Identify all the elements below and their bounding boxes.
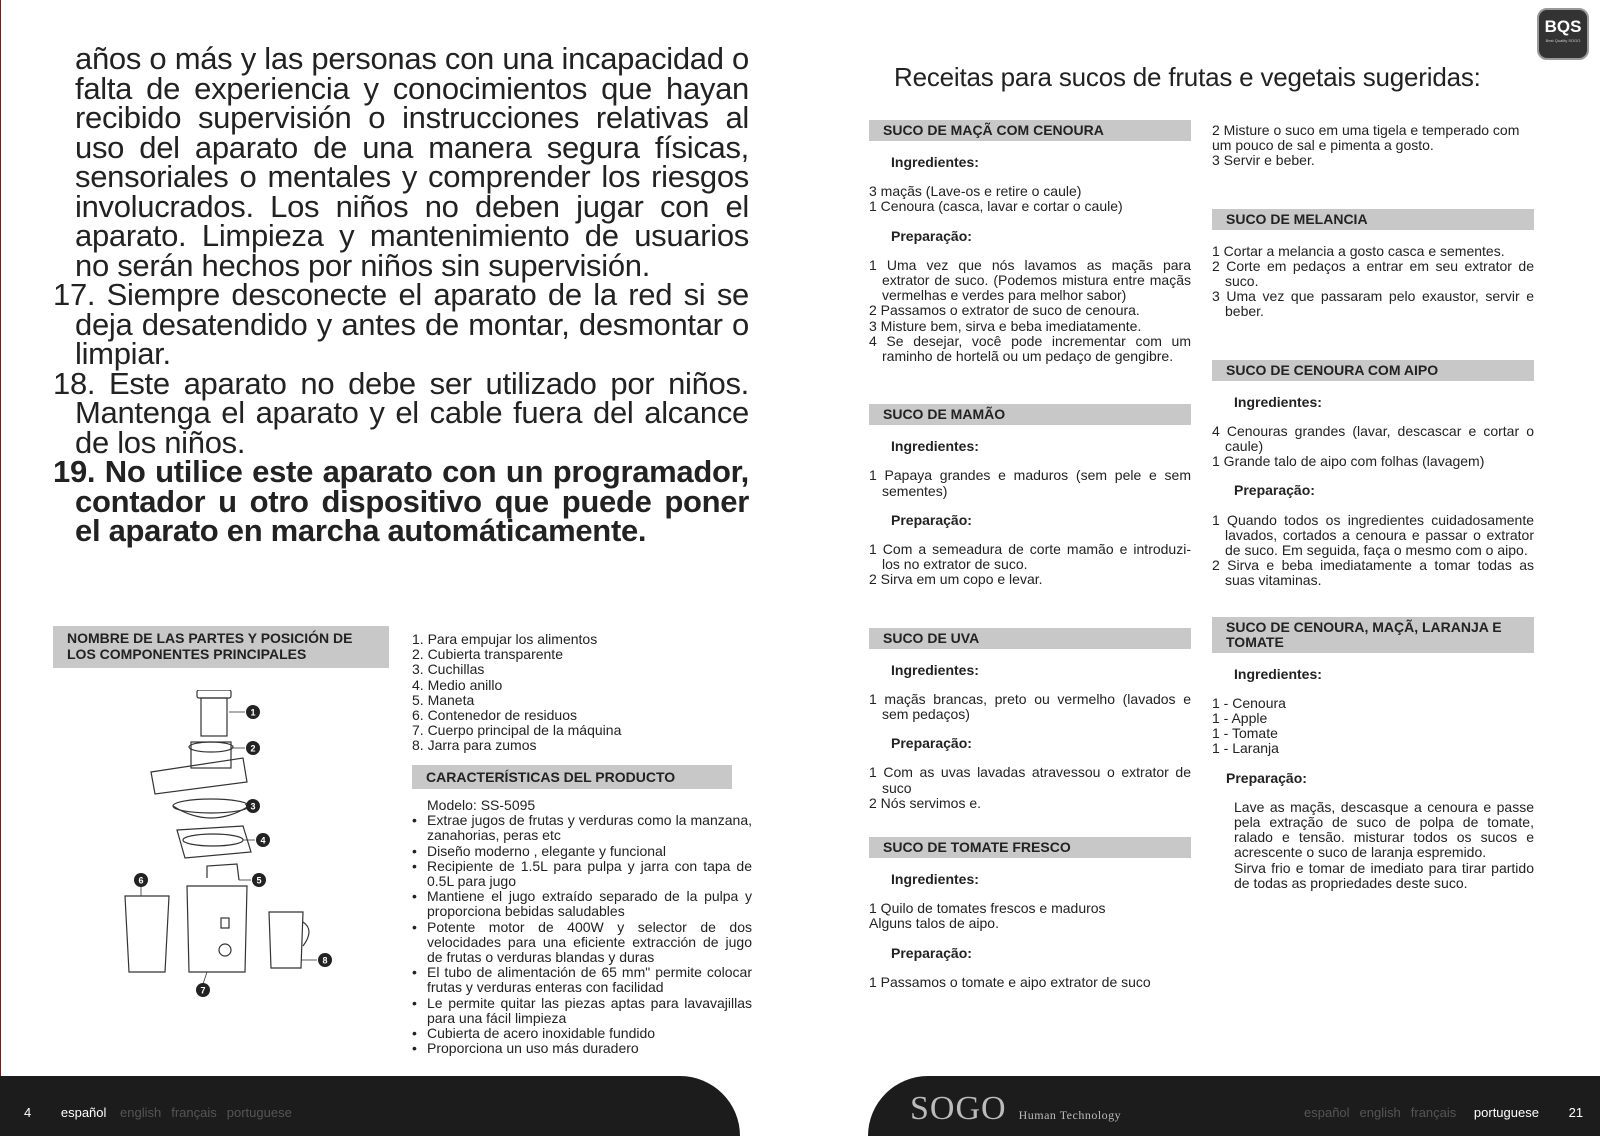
lang-active: portuguese [1473,1105,1539,1120]
ingredients-label: Ingredientes: [1234,665,1322,682]
recipe-melancia [1212,209,1534,320]
part-item: 7. Cuerpo principal de la máquina [412,722,622,739]
ingredient-list [869,692,1191,722]
feature-item: • Diseño moderno , elegante y funcional [412,844,752,859]
lang-option: français [171,1105,217,1120]
step-list [869,765,1191,811]
list-line: Alguns talos de aipo. [869,915,999,932]
recipe-title: SUCO DE MAMÃO [869,404,1191,425]
list-line: 2 Misture o suco em uma tigela e temperado com um pouco de sal e pimenta a gosto. [1212,122,1520,154]
sogo-logo [910,1090,1121,1128]
step-list [869,258,1191,364]
part-item: 3. Cuchillas [412,661,485,678]
list-line: 4 Se desejar, você pode incrementar com um raminho de hortelã ou um pedaço de gengibre. [869,332,1191,365]
lang-option: portuguese [226,1105,292,1120]
list-line: 1 Com as uvas lavadas atravessou o extrator de suco [869,764,1191,796]
part-item: 5. Maneta [412,691,475,708]
part-item: 4. Medio anillo [412,676,503,693]
warning-item-19: 19. No utilice este aparato con un programador, contador u otro dispositivo que puede poner el aparato en marcha automáticamente. [53,454,749,548]
feature-item: • Recipiente de 1.5L para pulpa y jarra con tapa de 0.5L para jugo [412,859,752,889]
callout-number: 2 [250,743,256,754]
recipe-title: SUCO DE UVA [869,628,1191,649]
parts-header: NOMBRE DE LAS PARTES Y POSICIÓN DE LOS COMPONENTES PRINCIPALES [53,626,389,668]
feature-item: • El tubo de alimentación de 65 mm" permite colocar frutas y verduras enteras con facilidad [412,965,752,995]
recipe-title: SUCO DE TOMATE FRESCO [869,837,1191,858]
ingredient-list [869,468,1191,498]
list-line: 1 - Apple [1212,710,1268,727]
list-line: 1 Grande talo de aipo com folhas (lavagem) [1212,453,1485,470]
list-line: 1 maçãs brancas, preto ou vermelho (lavados e sem pedaços) [869,690,1191,723]
safety-warnings [53,41,749,548]
list-line: 1 Com a semeadura de corte mamão e introduzi-los no extrator de suco. [869,541,1191,573]
model-number: Modelo: SS-5095 [427,797,536,813]
recipe-maca-cenoura [869,120,1191,364]
feature-item: • Potente motor de 400W y selector de dos velocidades para una eficiente extracción de jugo de frutas o verduras blandas y duras [412,920,752,966]
list-line: 1 Quando todos os ingredientes cuidadosamente lavados, cortados a cenoura e passar o extrator de suco. Em seguida, faça o mesmo com o aipo. [1212,511,1534,559]
ingredients-label: Ingredientes: [1234,393,1322,410]
ingredient-list [869,901,1191,931]
warning-continuation: años o más y las personas con una incapacidad o falta de experiencia y conocimientos que hayan recibido supervisión o instrucciones relativas al uso del aparato de una manera segura físicas, sensoriales o mentales y comprender los riesgos involucrados. Los niños no deben jugar con el aparato. Limpieza y mantenimiento de usuarios no serán hechos por niños sin supervisión. [75,41,749,283]
preparation-text: Lave as maçãs, descasque a cenoura e passe pela extração de suco de polpa de tomate, ralado e tensão. misturar todos os sucos e acrescente o suco de laranja espremido. [1234,798,1534,861]
callout-number: 3 [250,801,256,812]
preparation-label: Preparação: [1226,769,1307,786]
list-line: 3 Servir e beber. [1212,152,1315,169]
recipe-title: SUCO DE CENOURA COM AIPO [1212,360,1534,381]
lang-option: english [1359,1105,1401,1120]
bqs-badge-subtext: Best Quality SOGO [1545,38,1581,43]
feature-item: • Le permite quitar las piezas aptas para lavavajillas para una fácil limpieza [412,996,752,1026]
list-line: 1 - Cenoura [1212,694,1286,711]
list-line: 1 Cortar a melancia a gosto casca e sementes. [1212,242,1505,259]
preparation-text-2: Sirva frio e tomar de imediato para tirar partido de todas as propriedades deste suco. [1234,859,1534,891]
list-line: 2 Corte em pedaços a entrar em seu extrator de suco. [1212,257,1534,290]
feature-item: • Cubierta de acero inoxidable fundido [412,1026,752,1041]
part-item: 6. Contenedor de residuos [412,707,577,724]
list-line: 1 Cenoura (casca, lavar e cortar o caule) [869,198,1123,215]
callout-number: 1 [250,707,256,718]
bqs-badge-text: BQS [1544,17,1582,36]
recipe-title: SUCO DE MELANCIA [1212,209,1534,230]
lang-option: english [120,1105,162,1120]
ingredient-list [1212,424,1534,470]
list-line: 1 Quilo de tomates frescos e maduros [869,900,1106,917]
list-line: 1 Passamos o tomate e aipo extrator de suco [869,973,1151,990]
feature-item: • Proporciona un uso más duradero [412,1041,752,1056]
page-number: 21 [1568,1105,1584,1120]
recipe-uva [869,628,1191,811]
page-number: 4 [24,1105,32,1120]
recipes-column-2 [1212,123,1534,891]
list-line: 3 Misture bem, sirva e beba imediatamente. [869,317,1142,334]
list-line: 1 Uma vez que nós lavamos as maçãs para extrator de suco. (Podemos mistura entre maçãs vermelhas e verdes para melhor sabor) [869,256,1191,304]
step-list [1212,244,1534,320]
feature-item: • Mantiene el jugo extraído separado de la pulpa y proporciona bebidas saludables [412,889,752,919]
preparation-label: Preparação: [891,511,972,528]
warning-item-17: 17. Siempre desconecte el aparato de la red si se deja desatendido y antes de montar, desmontar o limpiar. [53,277,749,371]
callout-number: 6 [138,875,144,886]
footer-left [24,1105,292,1120]
callout-number: 8 [322,955,328,966]
lang-option: español [1304,1105,1350,1120]
lang-option: français [1410,1105,1457,1120]
bqs-badge [1537,8,1589,60]
callout-number: 5 [256,875,262,886]
recipe-cenoura-aipo [1212,360,1534,589]
recipes-column-1 [869,120,1191,990]
warning-item-18: 18. Este aparato no debe ser utilizado por niños. Mantenga el aparato y el cable fuera del alcance de los niños. [53,365,749,460]
list-line: 2 Sirva em um copo e levar. [869,571,1043,588]
step-list [1212,513,1534,589]
ingredients-label: Ingredientes: [891,154,979,170]
recipe-misto [1212,617,1534,891]
list-line: 2 Nós servimos e. [869,794,982,811]
ingredient-list [1212,696,1534,757]
feature-item: • Extrae jugos de frutas y verduras como la manzana, zanahorias, peras etc [412,813,752,843]
step-list [869,975,1191,990]
recipe-title: SUCO DE CENOURA, MAÇÃ, LARANJA E TOMATE [1212,617,1534,653]
list-line: 1 - Laranja [1212,740,1279,757]
list-line: 2 Sirva e beba imediatamente a tomar todas as suas vitaminas. [1212,557,1534,589]
ingredients-label: Ingredientes: [891,438,979,455]
recipe-tomate [869,837,1191,990]
preparation-label: Preparação: [1234,482,1315,499]
list-line: 1 - Tomate [1212,725,1278,742]
step-list [869,542,1191,588]
ingredient-list [869,184,1191,214]
list-line: 1 Papaya grandes e maduros (sem pele e sem sementes) [869,467,1191,499]
list-line: 3 Uma vez que passaram pelo exaustor, servir e beber. [1212,288,1534,320]
part-item: 2. Cubierta transparente [412,646,563,663]
preparation-label: Preparação: [891,735,972,752]
ingredients-label: Ingredientes: [891,661,979,678]
features-header: CARACTERÍSTICAS DEL PRODUCTO [412,765,732,789]
recipe-mamao [869,404,1191,587]
part-item: 1. Para empujar los alimentos [412,631,598,647]
recipes-title: Receitas para sucos de frutas e vegetais sugeridas: [894,62,1481,92]
list-line: 2 Passamos o extrator de suco de cenoura. [869,302,1140,319]
list-line: 4 Cenouras grandes (lavar, descascar e cortar o caule) [1212,422,1534,455]
list-line: 3 maçãs (Lave-os e retire o caule) [869,183,1082,200]
callout-number: 4 [260,835,266,846]
step-list-continued [1212,123,1534,169]
parts-list [412,632,752,754]
callout-number: 7 [200,985,206,996]
spine [786,0,814,1136]
juicer-exploded-diagram [111,690,351,1020]
lang-active: español [60,1105,107,1120]
recipe-title: SUCO DE MAÇÃ COM CENOURA [869,120,1191,141]
preparation-label: Preparação: [891,944,972,961]
part-item: 8. Jarra para zumos [412,737,537,754]
brand-tagline: Human Technology [1018,1108,1122,1122]
ingredients-label: Ingredientes: [891,871,979,888]
brand-name: SOGO [910,1090,1007,1127]
preparation-label: Preparação: [891,227,972,244]
footer-right [1304,1105,1583,1120]
left-page [0,0,787,1136]
product-features [412,798,752,1056]
